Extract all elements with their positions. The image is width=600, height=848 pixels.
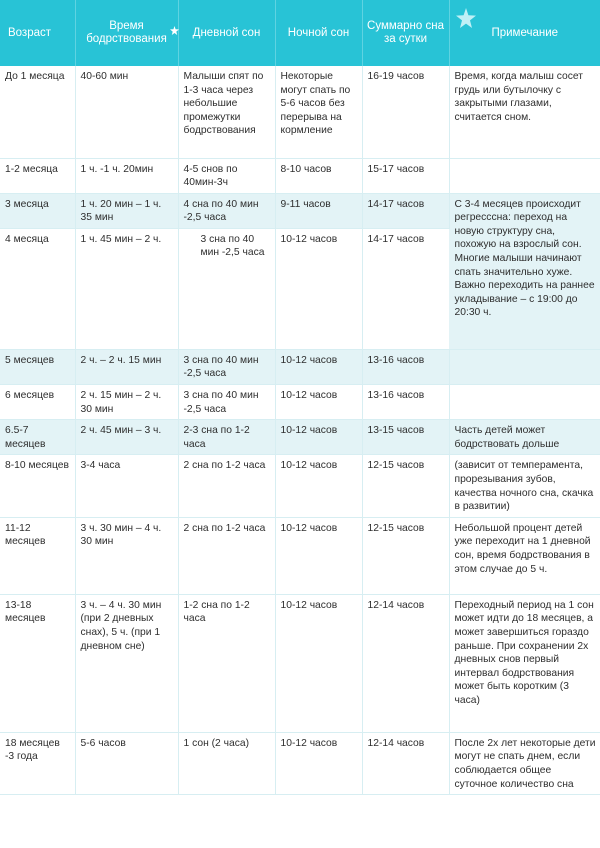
- cell-day-sleep: 1-2 сна по 1-2 часа: [178, 594, 275, 732]
- cell-age: 6 месяцев: [0, 385, 75, 420]
- cell-day-sleep: 3 сна по 40 мин -2,5 часа: [178, 385, 275, 420]
- cell-age: 3 месяца: [0, 193, 75, 228]
- cell-note: После 2х лет некоторые дети могут не спать днем, если соблюдается общее суточное количество сна: [449, 732, 600, 794]
- cell-awake-time: 3 ч. 30 мин – 4 ч. 30 мин: [75, 517, 178, 594]
- cell-age: 13-18 месяцев: [0, 594, 75, 732]
- cell-age: 11-12 месяцев: [0, 517, 75, 594]
- cell-awake-time: 1 ч. -1 ч. 20мин: [75, 158, 178, 193]
- cell-day-sleep: 2 сна по 1-2 часа: [178, 455, 275, 517]
- cell-age: 6.5-7 месяцев: [0, 420, 75, 455]
- cell-total-sleep: 12-15 часов: [362, 455, 449, 517]
- header-age: Возраст: [0, 0, 75, 66]
- header-day-sleep: Дневной сон: [178, 0, 275, 66]
- cell-total-sleep: 12-14 часов: [362, 732, 449, 794]
- table-row: [0, 349, 600, 384]
- cell-total-sleep: 15-17 часов: [362, 158, 449, 193]
- table-row: [0, 517, 600, 594]
- header-note: Примечание: [491, 26, 559, 39]
- table-row: [0, 385, 600, 420]
- cell-night-sleep: 10-12 часов: [275, 732, 362, 794]
- table-row: [0, 193, 600, 228]
- table-row: [0, 455, 600, 517]
- cell-day-sleep: 3 сна по 40 мин -2,5 часа: [178, 349, 275, 384]
- cell-awake-time: 3-4 часа: [75, 455, 178, 517]
- cell-night-sleep: 9-11 часов: [275, 193, 362, 228]
- cell-note: С 3-4 месяцев происходит регресссна: переход на новую структуру сна, похожую на взрослый сон. Многие малыши начинают спать значительно хуже. Важно переходить на раннее укладывание – с 19:00 до 20:30 ч.: [449, 193, 600, 349]
- cell-night-sleep: 8-10 часов: [275, 158, 362, 193]
- cell-day-sleep: 4-5 снов по 40мин-3ч: [178, 158, 275, 193]
- table-row: [0, 594, 600, 732]
- cell-day-sleep: 3 сна по 40 мин -2,5 часа: [178, 228, 275, 349]
- cell-awake-time: 3 ч. – 4 ч. 30 мин (при 2 дневных снах), 5 ч. (при 1 дневном сне): [75, 594, 178, 732]
- header-awake-time: Время бодрствования: [75, 0, 178, 66]
- cell-total-sleep: 14-17 часов: [362, 228, 449, 349]
- table-row: [0, 158, 600, 193]
- cell-age: 1-2 месяца: [0, 158, 75, 193]
- cell-awake-time: 40-60 мин: [75, 66, 178, 158]
- cell-awake-time: 2 ч. 45 мин – 3 ч.: [75, 420, 178, 455]
- cell-night-sleep: 10-12 часов: [275, 455, 362, 517]
- cell-note: (зависит от темперамента, прорезывания зубов, качества ночного сна, скачка в развитии): [449, 455, 600, 517]
- cell-total-sleep: 13-15 часов: [362, 420, 449, 455]
- cell-total-sleep: 13-16 часов: [362, 385, 449, 420]
- cell-note: Время, когда малыш сосет грудь или бутылочку с закрытыми глазами, считается сном.: [449, 66, 600, 158]
- cell-age: До 1 месяца: [0, 66, 75, 158]
- cell-night-sleep: 10-12 часов: [275, 228, 362, 349]
- cell-note: Переходный период на 1 сон может идти до 18 месяцев, а может завершиться гораздо раньше. При сохранении 2х дневных снов первый интервал бодрствования может быть коротким (3 часа): [449, 594, 600, 732]
- cell-age: 4 месяца: [0, 228, 75, 349]
- cell-awake-time: 2 ч. – 2 ч. 15 мин: [75, 349, 178, 384]
- header-night-sleep: Ночной сон: [275, 0, 362, 66]
- cell-age: 5 месяцев: [0, 349, 75, 384]
- cell-night-sleep: 10-12 часов: [275, 517, 362, 594]
- cell-age: 18 месяцев -3 года: [0, 732, 75, 794]
- table-header-row: [0, 0, 600, 66]
- cell-awake-time: 1 ч. 20 мин – 1 ч. 35 мин: [75, 193, 178, 228]
- cell-day-sleep: 4 сна по 40 мин -2,5 часа: [178, 193, 275, 228]
- table-row: [0, 66, 600, 158]
- cell-night-sleep: 10-12 часов: [275, 594, 362, 732]
- table-row: [0, 420, 600, 455]
- table-row: [0, 732, 600, 794]
- cell-night-sleep: Некоторые могут спать по 5-6 часов без перерыва на кормление: [275, 66, 362, 158]
- cell-total-sleep: 16-19 часов: [362, 66, 449, 158]
- cell-total-sleep: 12-14 часов: [362, 594, 449, 732]
- cell-night-sleep: 10-12 часов: [275, 349, 362, 384]
- cell-total-sleep: 13-16 часов: [362, 349, 449, 384]
- cell-awake-time: 2 ч. 15 мин – 2 ч. 30 мин: [75, 385, 178, 420]
- cell-day-sleep: Малыши спят по 1-3 часа через небольшие промежутки бодрствования: [178, 66, 275, 158]
- cell-total-sleep: 12-15 часов: [362, 517, 449, 594]
- cell-day-sleep: 2 сна по 1-2 часа: [178, 517, 275, 594]
- cell-awake-time: 1 ч. 45 мин – 2 ч.: [75, 228, 178, 349]
- cell-day-sleep: 2-3 сна по 1-2 часа: [178, 420, 275, 455]
- cell-awake-time: 5-6 часов: [75, 732, 178, 794]
- cell-note: [449, 158, 600, 193]
- cell-note: [449, 349, 600, 384]
- cell-note: [449, 385, 600, 420]
- cell-note: Небольшой процент детей уже переходит на 1 дневной сон, время бодрствования в этом случае до 5 ч.: [449, 517, 600, 594]
- cell-total-sleep: 14-17 часов: [362, 193, 449, 228]
- cell-day-sleep: 1 сон (2 часа): [178, 732, 275, 794]
- header-total-sleep: Суммарно сна за сутки: [362, 0, 449, 66]
- cell-night-sleep: 10-12 часов: [275, 420, 362, 455]
- cell-note: Часть детей может бодрствовать дольше: [449, 420, 600, 455]
- cell-age: 8-10 месяцев: [0, 455, 75, 517]
- cell-night-sleep: 10-12 часов: [275, 385, 362, 420]
